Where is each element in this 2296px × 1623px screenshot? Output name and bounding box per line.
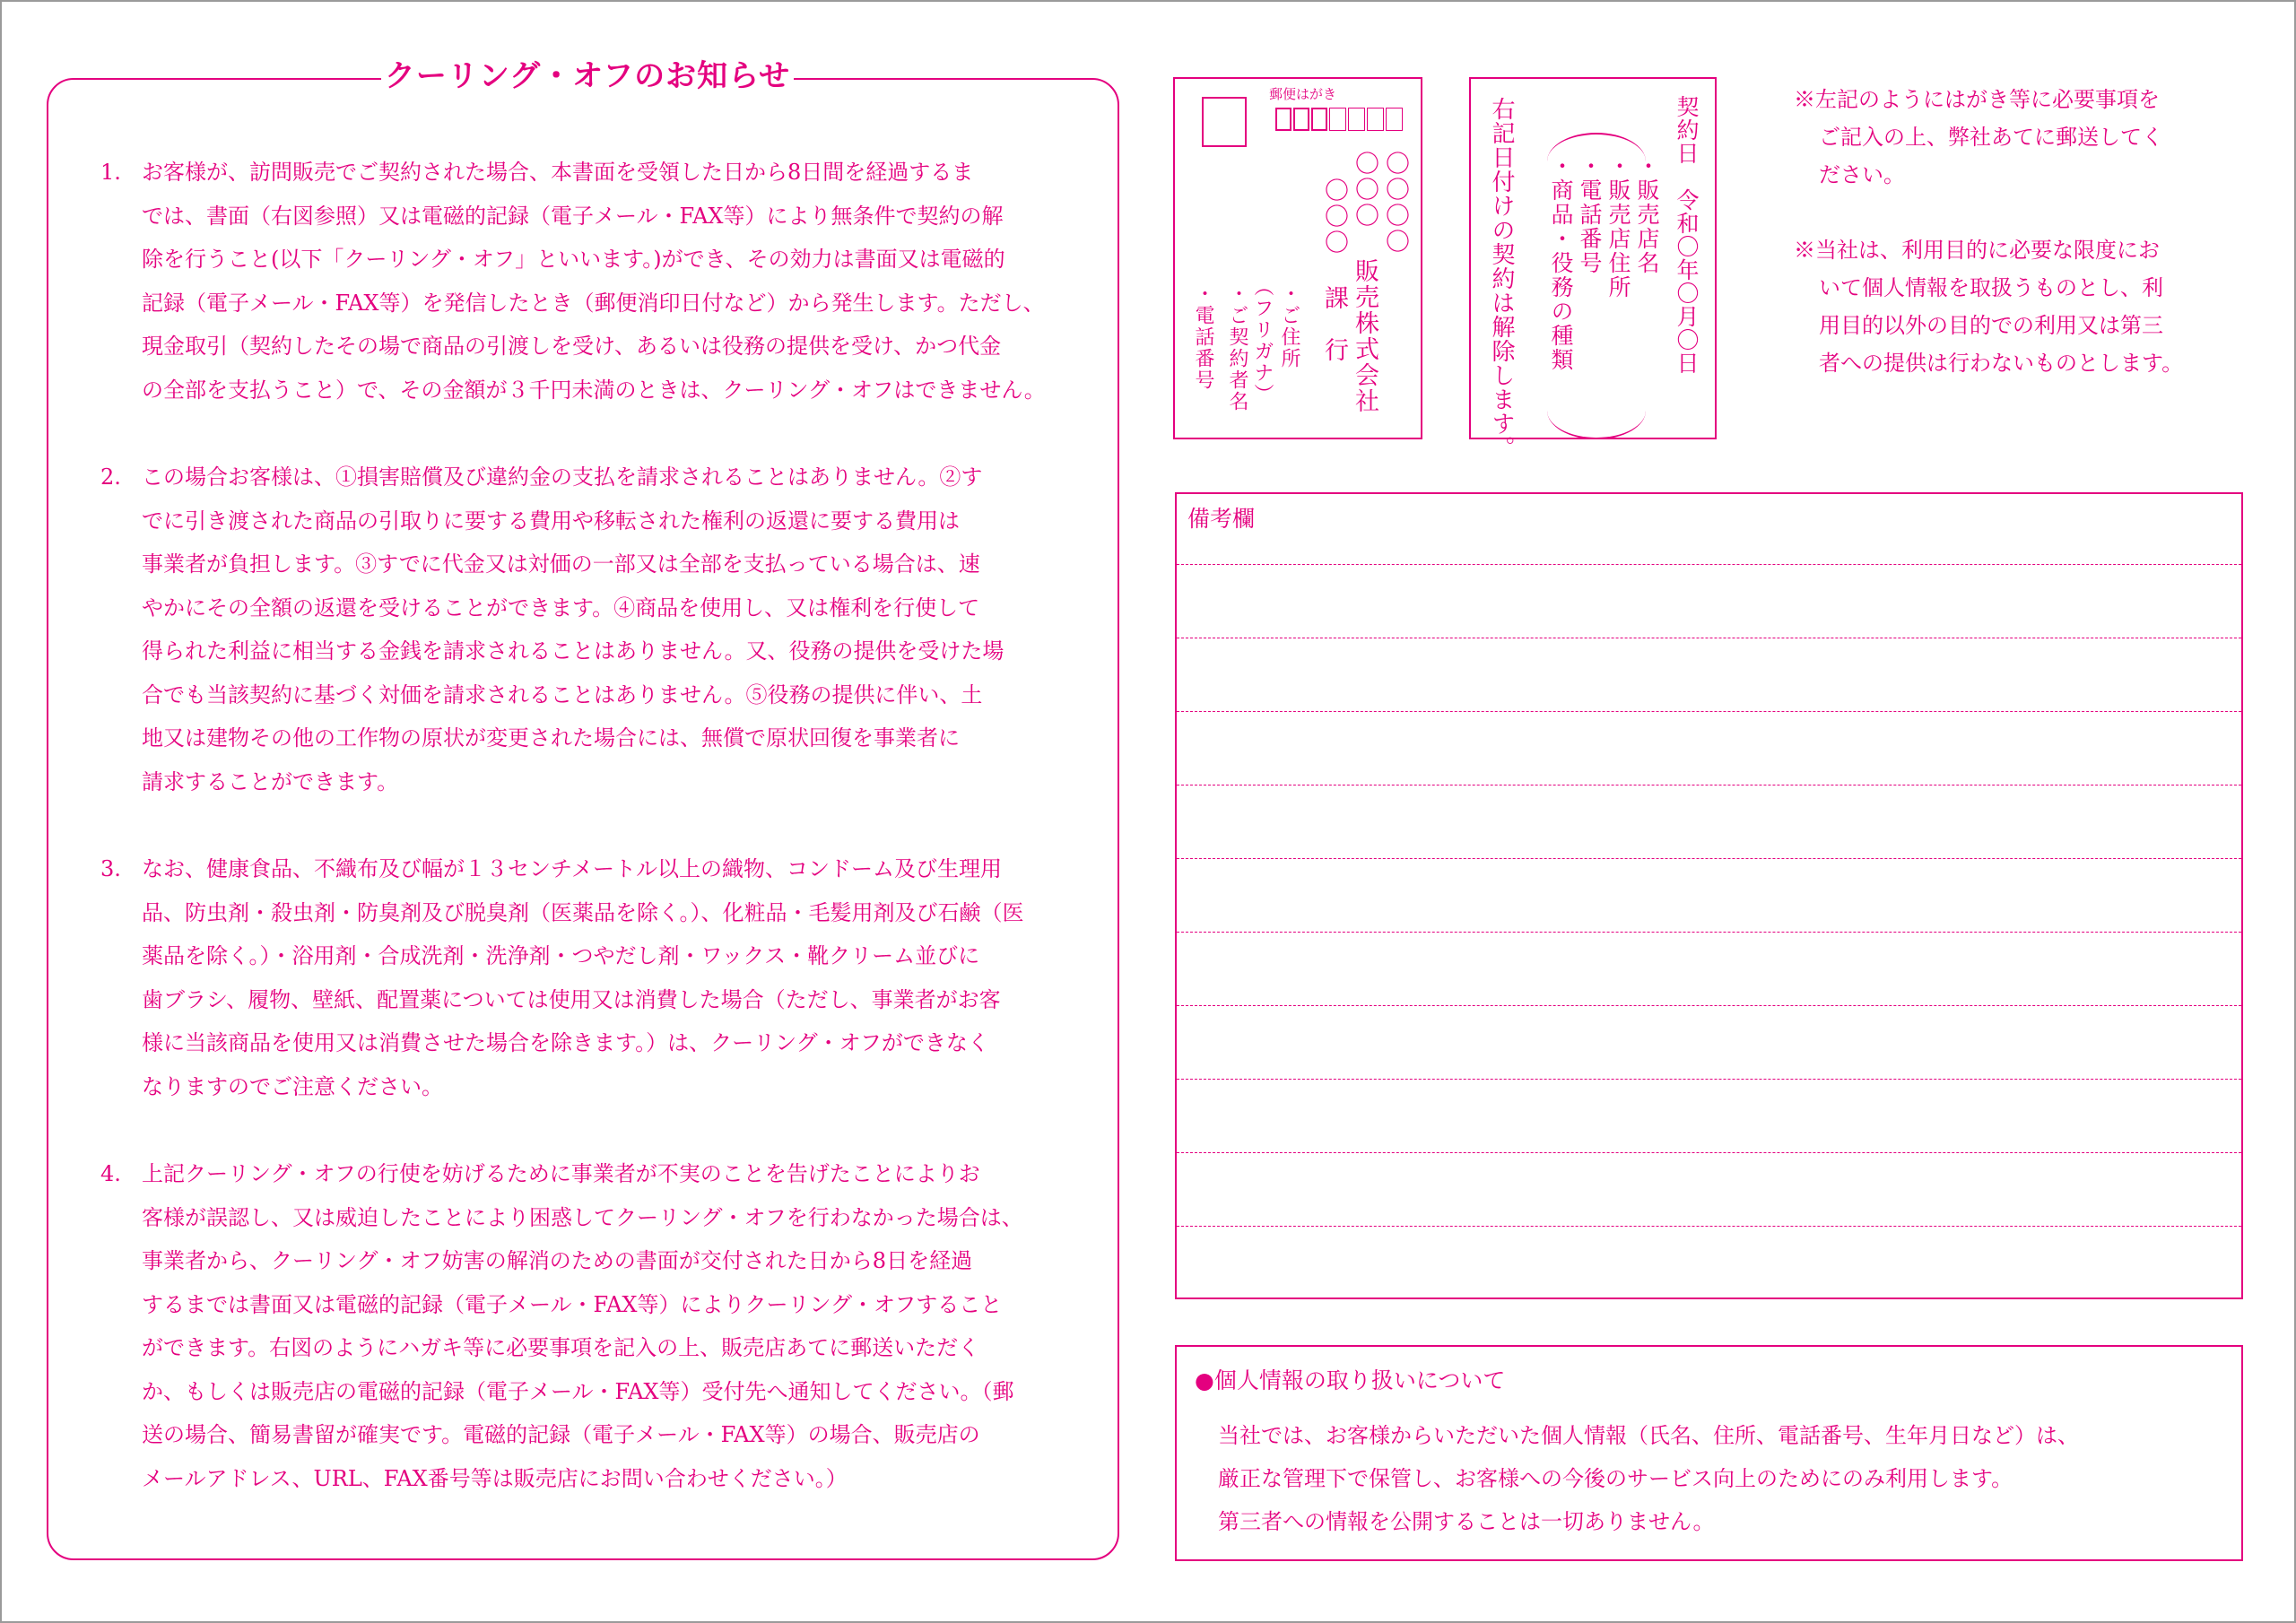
notice-item-number: 1. (100, 160, 121, 185)
remarks-writing-line (1177, 1079, 2241, 1080)
notice-line: なお、健康食品、不織布及び幅が１３センチメートル以上の織物、コンドーム及び生理用 (142, 856, 1003, 881)
remarks-writing-line (1177, 1152, 2241, 1153)
notice-line: 品、防虫剤・殺虫剤・防臭剤及び脱臭剤（医薬品を除く。）、化粧品・毛髪用剤及び石鹸（医 (142, 899, 1024, 925)
notice-item-number: 2. (100, 464, 121, 490)
notice-item-number: 4. (100, 1161, 121, 1186)
remarks-box (1175, 492, 2243, 1299)
notice-line: でに引き渡された商品の引取りに要する費用や移転された権利の返還に要する費用は (142, 508, 960, 534)
privacy-line: 当社では、お客様からいただいた個人情報（氏名、住所、電話番号、生年月日など）は、 (1218, 1423, 2079, 1448)
bracket-bottom (1547, 411, 1646, 439)
cancellation-card-sample (1469, 77, 1717, 460)
notice-line: 送の場合、簡易書留が確実です。電磁的記録（電子メール・FAX等）の場合、販売店の (142, 1422, 980, 1447)
remarks-writing-line (1177, 564, 2241, 565)
notice-line: するまでは書面又は電磁的記録（電子メール・FAX等）によりクーリング・オフすること (142, 1291, 1003, 1317)
side-note-line: 者への提供は行わないものとします。 (1819, 351, 2184, 376)
postcard-label: 郵便はがき (1269, 86, 1337, 102)
privacy-box (1175, 1345, 2243, 1561)
notice-line: メールアドレス、URL、FAX番号等は販売店にお問い合わせください。） (142, 1465, 848, 1491)
notice-line: 薬品を除く。）・浴用剤・合成洗剤・洗浄剤・つやだし剤・ワックス・靴クリーム並びに (142, 943, 980, 968)
notice-line: 請求することができます。 (142, 768, 399, 794)
notice-line: この場合お客様は、①損害賠償及び違約金の支払を請求されることはありません。②す (142, 464, 983, 490)
remarks-writing-line (1177, 932, 2241, 933)
remarks-title: 備考欄 (1187, 506, 1256, 532)
side-note-line: ださい。 (1819, 162, 1905, 187)
notice-item-2 (100, 456, 1051, 803)
side-note-line: いて個人情報を取扱うものとし、利 (1819, 275, 2163, 300)
cancel-statement: 右記日付けの契約は解除します。 (1488, 97, 1515, 460)
notice-line: 記録（電子メール・FAX等）を発信したとき（郵便消印日付など）から発生します。ただし、 (142, 290, 1045, 316)
side-note-line: 用目的以外の目的での利用又は第三 (1819, 313, 2163, 338)
recipient-company: 〇〇〇 販売株式会社 (1351, 151, 1378, 414)
sender-name: ・ご契約者名 (1226, 283, 1248, 412)
notice-item-3 (100, 847, 1051, 1108)
postcard-sample (1173, 77, 1422, 439)
notice-item-1 (100, 151, 1051, 412)
notice-line: ができます。右図のようにハガキ等に必要事項を記入の上、販売店あてに郵送いただく (142, 1335, 980, 1360)
remarks-writing-line (1177, 1005, 2241, 1006)
postal-code-boxes (1275, 108, 1403, 131)
notice-line: 事業者が負担します。③すでに代金又は対価の一部又は全部を支払っている場合は、速 (142, 551, 980, 577)
notice-line: 客様が誤認し、又は威迫したことにより困惑してクーリング・オフを行わなかった場合は、 (142, 1204, 1023, 1230)
notice-title: クーリング・オフのお知らせ (381, 54, 794, 99)
notice-line: お客様が、訪問販売でご契約された場合、本書面を受領した日から8日間を経過するま (142, 160, 974, 185)
side-note-mail (1794, 81, 2242, 194)
cancel-item-store-name: ・販売店名 (1634, 154, 1660, 275)
remarks-writing-line (1177, 711, 2241, 712)
privacy-line: 厳正な管理下で保管し、お客様への今後のサービス向上のためにのみ利用します。 (1218, 1466, 2013, 1491)
notice-line: 歯ブラシ、履物、壁紙、配置薬については使用又は消費した場合（ただし、事業者がお客 (142, 986, 1001, 1012)
sender-address: ・ご住所 (1278, 283, 1300, 369)
privacy-body (1218, 1414, 2079, 1543)
cancel-item-store-address: ・販売店住所 (1605, 154, 1631, 299)
notice-line: 地又は建物その他の工作物の原状が変更された場合には、無償で原状回復を事業者に (142, 725, 960, 751)
side-note-line: ※左記のようにはがき等に必要事項を (1794, 87, 2160, 112)
notice-line: 合でも当該契約に基づく対価を請求されることはありません。⑤役務の提供に伴い、土 (142, 681, 983, 707)
cancel-item-product: ・商品・役務の種類 (1548, 154, 1574, 372)
side-note-line: ご記入の上、弊社あてに郵送してく (1819, 125, 2163, 150)
remarks-writing-line (1177, 1226, 2241, 1227)
notice-item-number: 3. (100, 856, 121, 881)
contract-date: 契約日 令和〇年〇月〇日 (1674, 95, 1700, 375)
sender-phone: ・電話番号 (1192, 283, 1214, 391)
cancel-item-phone: ・電話番号 (1577, 154, 1603, 275)
notice-line: か、もしくは販売店の電磁的記録（電子メール・FAX等）受付先へ通知してください。（郵 (142, 1378, 1014, 1404)
side-note-line: ※当社は、利用目的に必要な限度にお (1794, 238, 2160, 263)
notice-line: 様に当該商品を使用又は消費させた場合を除きます。）は、クーリング・オフができなく (142, 1030, 989, 1055)
recipient-department: 〇〇〇 課 行 (1320, 178, 1348, 363)
notice-line: やかにその全額の返還を受けることができます。④商品を使用し、又は権利を行使して (142, 595, 980, 621)
sender-furigana: （フリガナ） (1251, 276, 1274, 405)
notice-line: 現金取引（契約したその場で商品の引渡しを受け、あるいは役務の提供を受け、かつ代金 (142, 334, 1002, 359)
notice-line: 除を行うこと(以下「クーリング・オフ」といいます。)ができ、その効力は書面又は電磁的 (142, 247, 1005, 272)
notice-line: 上記クーリング・オフの行使を妨げるために事業者が不実のことを告げたことによりお (142, 1161, 980, 1186)
notice-line: の全部を支払うこと）で、その金額が３千円未満のときは、クーリング・オフはできません。 (142, 377, 1046, 403)
remarks-writing-line (1177, 858, 2241, 859)
notice-line: なりますのでご注意ください。 (142, 1073, 443, 1099)
recipient-line: 〇〇〇〇 (1381, 151, 1409, 255)
privacy-line: 第三者への情報を公開することは一切ありません。 (1218, 1509, 1715, 1534)
notice-line: 事業者から、クーリング・オフ妨害の解消のための書面が交付された日から8日を経過 (142, 1248, 973, 1273)
privacy-title: ●個人情報の取り扱いについて (1195, 1367, 1506, 1393)
side-note-privacy (1794, 231, 2242, 382)
notice-line: では、書面（右図参照）又は電磁的記録（電子メール・FAX等）により無条件で契約の解 (142, 203, 1004, 229)
stamp-box (1202, 97, 1247, 147)
notice-line: 得られた利益に相当する金銭を請求されることはありません。又、役務の提供を受けた場 (142, 638, 1004, 664)
notice-item-4 (100, 1152, 1051, 1500)
